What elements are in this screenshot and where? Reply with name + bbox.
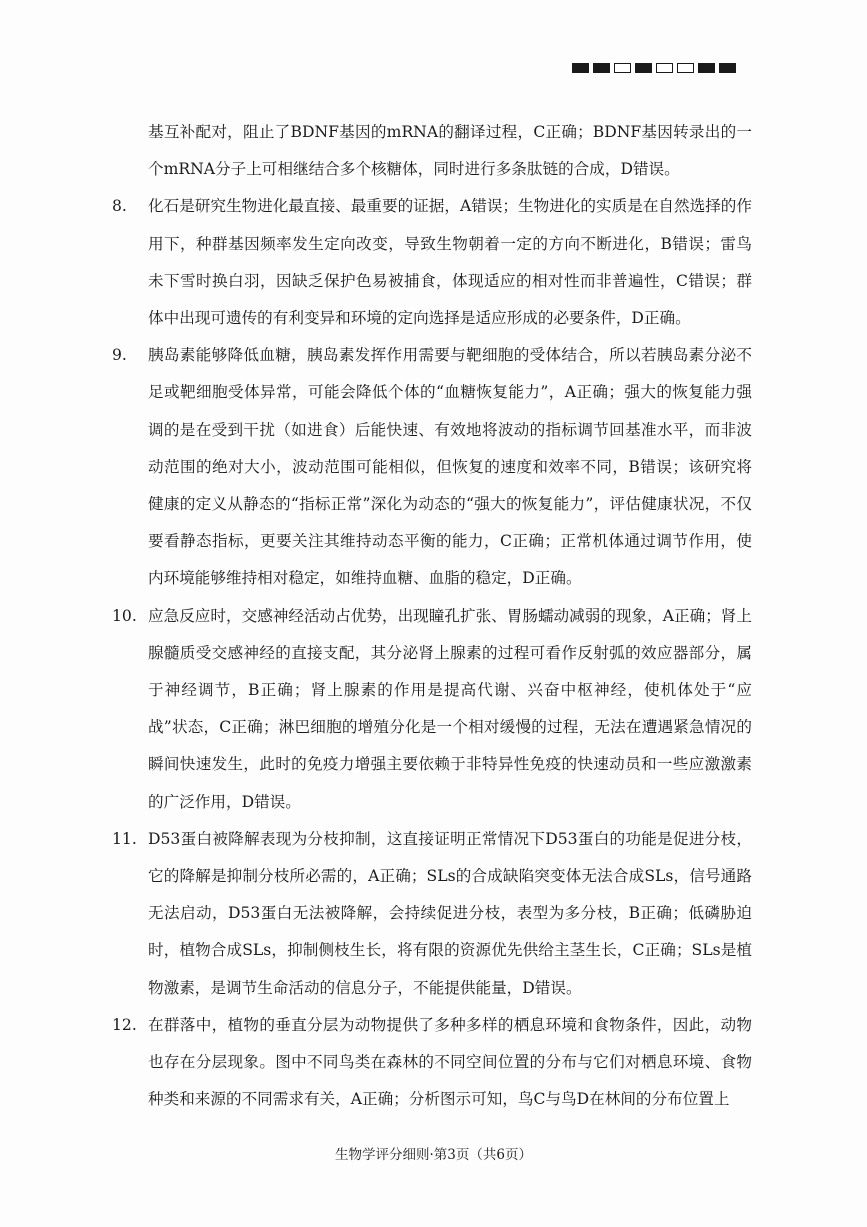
item-text: D53蛋白被降解表现为分枝抑制，这直接证明正常情况下D53蛋白的功能是促进分枝，它的降解是抑制分枝所必需的，A正确；SLs的合成缺陷突变体无法合成SLs，信号通路无法启动，D53蛋白无法被降解，会持续促进分枝，表型为多分枝，B正确；低磷胁迫时，植物合成SLs，抑制侧枝生长，将有限的资源优先供给主茎生长，C正确；SLs是植物激素，是调节生命活动的信息分子，不能提供能量，D错误。 xyxy=(148,829,752,997)
header-mark xyxy=(656,63,673,73)
item-number: 11. xyxy=(112,829,137,848)
item-number: 12. xyxy=(112,1015,137,1034)
item-number: 8. xyxy=(112,197,127,216)
answer-item-11 xyxy=(112,821,752,1007)
item-number: 10. xyxy=(112,606,137,625)
header-marks xyxy=(572,63,736,73)
item-text: 在群落中，植物的垂直分层为动物提供了多种多样的栖息环境和食物条件，因此，动物也存在分层现象。图中不同鸟类在森林的不同空间位置的分布与它们对栖息环境、食物种类和来源的不同需求有关，A正确；分析图示可知，鸟C与鸟D在林间的分布位置上 xyxy=(148,1015,752,1109)
item-text: 应急反应时，交感神经活动占优势，出现瞳孔扩张、胃肠蠕动减弱的现象，A正确；肾上腺髓质受交感神经的直接支配，其分泌肾上腺素的过程可看作反射弧的效应器部分，属于神经调节，B正确；肾上腺素的作用是提高代谢、兴奋中枢神经，使机体处于“应战”状态，C正确；淋巴细胞的增殖分化是一个相对缓慢的过程，无法在遭遇紧急情况的瞬间快速发生，此时的免疫力增强主要依赖于非特异性免疫的快速动员和一些应激激素的广泛作用，D错误。 xyxy=(148,606,752,811)
header-mark xyxy=(572,63,589,73)
answer-item-12 xyxy=(112,1007,752,1119)
answer-item-9 xyxy=(112,337,752,597)
answer-body xyxy=(112,114,752,1118)
item-text: 胰岛素能够降低血糖，胰岛素发挥作用需要与靶细胞的受体结合，所以若胰岛素分泌不足或靶细胞受体异常，可能会降低个体的“血糖恢复能力”，A正确；强大的恢复能力强调的是在受到干扰（如进食）后能快速、有效地将波动的指标调节回基准水平，而非波动范围的绝对大小，波动范围可能相似，但恢复的速度和效率不同，B错误；该研究将健康的定义从静态的“指标正常”深化为动态的“强大的恢复能力”，评估健康状况，不仅要看静态指标，更要关注其维持动态平衡的能力，C正确；正常机体通过调节作用，使内环境能够维持相对稳定，如维持血糖、血脂的稳定，D正确。 xyxy=(148,346,752,588)
item-text: 化石是研究生物进化最直接、最重要的证据，A错误；生物进化的实质是在自然选择的作用下，种群基因频率发生定向改变，导致生物朝着一定的方向不断进化，B错误；雷鸟未下雪时换白羽，因缺乏保护色易被捕食，体现适应的相对性而非普遍性，C错误；群体中出现可遗传的有利变异和环境的定向选择是适应形成的必要条件，D正确。 xyxy=(148,197,752,328)
header-mark xyxy=(635,63,652,73)
answer-item-10 xyxy=(112,598,752,821)
header-mark xyxy=(614,63,631,73)
item-number: 9. xyxy=(112,346,127,365)
header-mark xyxy=(698,63,715,73)
continuation-paragraph: 基互补配对，阻止了BDNF基因的mRNA的翻译过程，C正确；BDNF基因转录出的一个mRNA分子上可相继结合多个核糖体，同时进行多条肽链的合成，D错误。 xyxy=(148,123,752,179)
page-footer: 生物学评分细则·第3页（共6页） xyxy=(335,1147,532,1163)
header-mark xyxy=(593,63,610,73)
answer-item-8 xyxy=(112,188,752,337)
header-mark xyxy=(677,63,694,73)
header-mark xyxy=(719,63,736,73)
